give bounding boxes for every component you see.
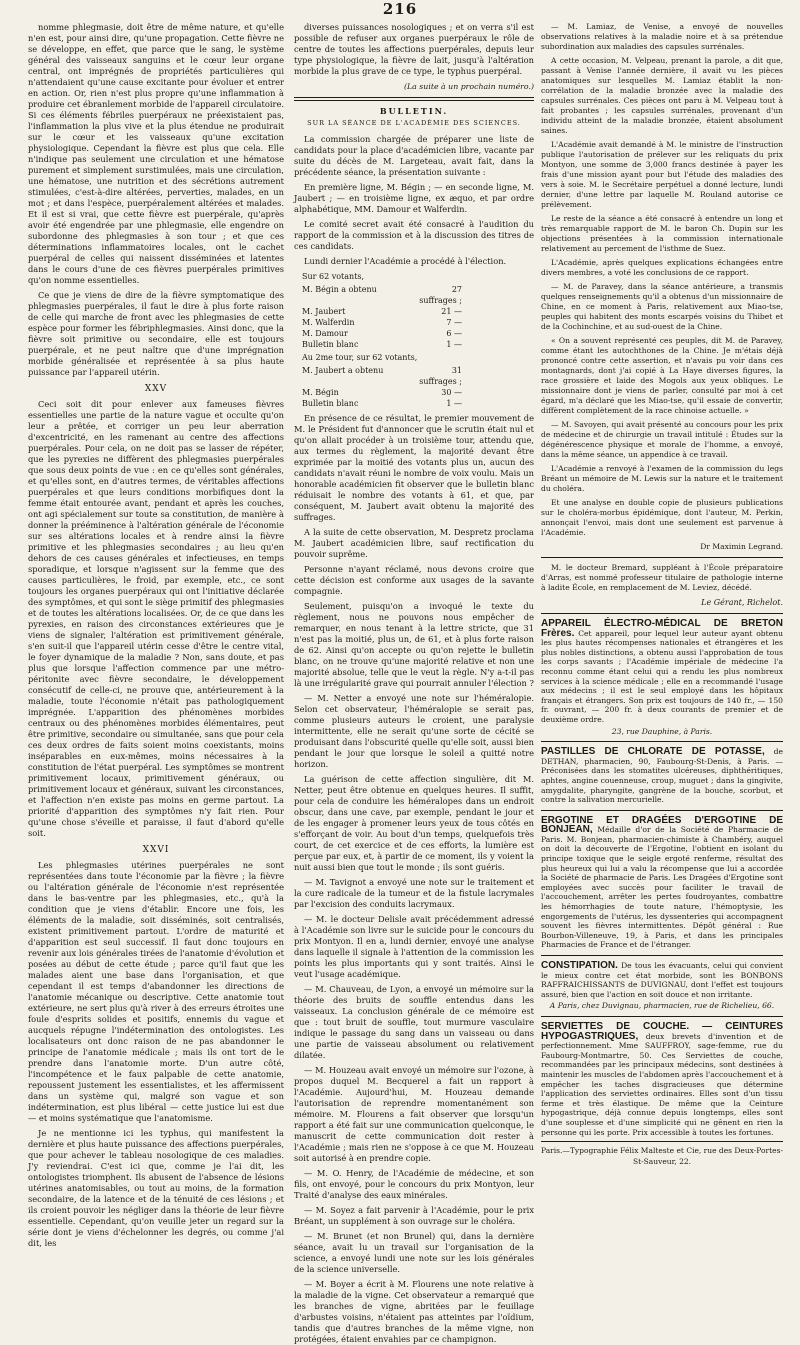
bulletin-subtitle: SUR LA SÉANCE DE L'ACADÉMIE DES SCIENCES. bbox=[307, 119, 521, 127]
ad-headline: SERVIETTES DE COUCHE. — CEINTURES HYPOGASTRIQUES, bbox=[541, 1020, 783, 1042]
paragraph: — M. de Paravey, dans la séance antérieure, a transmis quelques renseignements qu'il a obtenus d'un missionnaire de Chine, en ce moment à Paris, relativement aux Miao-tse, peuples qui habitent des monts escarpés voisins du Thibet et de la Cochinchine, et au sud-ouest de la Chine. bbox=[541, 282, 783, 331]
paragraph: nomme phlegmasie, doit être de même nature, et qu'elle n'en est, pour ainsi dire, qu'une propagation. Cette fièvre ne se développe, en effet, que parce que le sang, le système général des vaisseaux sanguins et le cœur leur organe central, ont imprégnés de propriétés particulières qui n'attendaient qu'une cause excitante pour évoluer et entrer en action. Or, rien n'est plus propre qu'une inflammation à produire cet ébranlement morbide de l'appareil circulatoire. Si ces éléments fébriles puerpéraux ne préexistaient pas, l'inflammation la plus vive et la plus étendue ne produirait sur le cœur et les vaisseaux qu'une excitation physiologique. Cependant la fièvre est plus que cela. Elle n'indique pas seulement une circulation et une hématose purement et simplement surstimulées, mais une circulation, une hématose, une nutrition et des sécrétions autrement stimulées, c'est-à-dire altérées, perverties, malades, en un mot ; et dans l'espèce, puerpéralement altérées et malades. Et il est si vrai, que cette fièvre est puerpérale, qu'après avoir été engendrée par une phlegmasie, elle engendre on subordonne des phlegmasies à son tour ; et que ces déterminations inflammatoires locales, ont le cachet puerpéral de celles qui naissent disséminées et latentes dans le cours d'une de ces fièvres puerpérales primitives qu'on nomme essentielles. bbox=[28, 22, 284, 285]
paragraph: — M. Tavignot a envoyé une note sur le traitement et la cure radicale de la tumeur et de la fistule lacrymales par l'excision des conduits lacrymaux. bbox=[294, 877, 534, 909]
candidate: M. Bégin a obtenu bbox=[302, 285, 377, 294]
vote-row bbox=[302, 317, 534, 328]
ad-address: 23, rue Dauphine, à Paris. bbox=[611, 726, 713, 736]
votes: 27 suffrages ; bbox=[419, 285, 462, 305]
ad-headline: APPAREIL ÉLECTRO-MÉDICAL DE BRETON Frères. bbox=[541, 618, 783, 639]
divider bbox=[541, 613, 783, 614]
advertisement bbox=[541, 816, 783, 956]
divider bbox=[541, 810, 783, 811]
candidate: Bulletin blanc bbox=[302, 340, 359, 349]
candidate: M. Bégin bbox=[302, 388, 339, 397]
candidate: M. Walferdin bbox=[302, 318, 355, 327]
column-left bbox=[28, 22, 284, 1248]
divider bbox=[541, 1016, 783, 1017]
paragraph: — M. Chauveau, de Lyon, a envoyé un mémoire sur la théorie des bruits de souffle entendus dans les vaisseaux. La conclusion générale de ce mémoire est que : tout bruit de souffle, tout murmure vasculaire indique le passage du sang dans un vaisseau ou dans une partie de vaisseau absolument ou relativement dilatée. bbox=[294, 984, 534, 1060]
paragraph: Les phlegmasies utérines puerpérales ne sont représentées dans toute l'économie par la fièvre ; la fièvre ou l'altération générale de l'économie n'est représentée dans le bas-ventre par les phlegmasies, etc., qu'à la condition que je viens d'établir. Encore une fois, les éléments de la maladie, soit disséminés, soit centralisés, existent primitivement partout. L'ordre de maturité et d'apparition est seul successif. Il faut donc toujours en revenir aux lois générales tirées de l'anatomie d'évolution et posées au début de cette étude ; parce qu'il faut que les malades aient une base dans l'organisation, et que cependant il est temps d'abandonner les directions de l'anatomie mécanique ou descriptive. Cette anatomie tout extérieure, ne sert plus qu'à river à des erreurs étroites une foule d'esprits solides et positifs, ennemis du vague et aucquels répugne l'indétermination des ontologistes. Les localisateurs ont donc raison de ne pas abandonner le principe de l'anatomie médicale ; mais ils ont tort de le prendre dans l'anatomie morte. D'un autre côté, l'incompétence et le faux palpable de cette anatomie, repoussent justement les essentialistes, et les affermissent dans un système qui, malgré son vague et son indétermination, est plus libéral — cette justice lui est due — et moins systématique que l'anatomisme. bbox=[28, 860, 284, 1123]
divider bbox=[294, 97, 534, 101]
paragraph: — M. Brunet (et non Brunel) qui, dans la dernière séance, avait lu un travail sur l'organisation de la science, a envoyé lundi une note sur les lois générales de la science universelle. bbox=[294, 1231, 534, 1274]
column-right bbox=[541, 22, 784, 1167]
paragraph: L'Académie avait demandé à M. le ministre de l'instruction publique l'autorisation de prélever sur les reliquats du prix Montyon, une somme de 3,000 francs destinée à payer les frais d'une mission ayant pour but l'étude des maladies des vers à soie. M. le Secrétaire perpétuel a donné lecture, lundi dernier, d'une lettre par laquelle M. Rouland autorise ce prélèvement. bbox=[541, 140, 783, 209]
paragraph: A la suite de cette observation, M. Despretz proclama M. Jaubert académicien libre, sauf rectification du pouvoir suprême. bbox=[294, 527, 534, 559]
author-signature: Dr Maximin Legrand. bbox=[700, 542, 783, 551]
paragraph: Lundi dernier l'Académie a procédé à l'élection. bbox=[304, 256, 507, 266]
paragraph: — M. le docteur Delisle avait précédemment adressé à l'Académie son livre sur le suicide pour le concours du prix Montyon. Il en a, lundi dernier, envoyé une analyse dans laquelle il signale à l'attention de la commission les points les plus importants qui y sont traités. Ainsi le veut l'usage académique. bbox=[294, 914, 534, 979]
ad-body: De tous les évacuants, celui qui convient le mieux contre cet état morbide, sont les BONBONS RAFFRAICHISSANTS de DUVIGNAU, dont l'effet est toujours assuré, bien que l'action en soit douce et non irritante. bbox=[541, 961, 784, 999]
bulletin-title: BULLETIN. bbox=[379, 106, 449, 116]
paragraph: — M. Savoyen, qui avait présenté au concours pour les prix de médecine et de chirurgie un travail intitulé : Études sur la dégénérescence physique et morale de l'homme, a envoyé, dans la même séance, un appendice à ce travail. bbox=[541, 420, 783, 459]
divider bbox=[541, 741, 783, 742]
votes: 30 — bbox=[441, 388, 462, 397]
ad-headline: CONSTIPATION. bbox=[541, 960, 618, 971]
vote-row bbox=[302, 284, 534, 306]
section-heading-xxv: XXV bbox=[144, 384, 168, 394]
paragraph: La commission chargée de préparer une liste de candidats pour la place d'académicien libre, vacante par suite du décès de M. Largeteau, avait fait, dans la précédente séance, la présentation suivante : bbox=[294, 134, 534, 177]
votes: 7 — bbox=[446, 318, 462, 327]
nomination-notice: M. le docteur Bremard, suppléant à l'École préparatoire d'Arras, est nommé professeur titulaire de pathologie interne à ladite École, en remplacement de M. Leviez, décédé. bbox=[541, 563, 783, 592]
ad-headline: ERGOTINE ET DRAGÉES D'ERGOTINE DE BONJEAN, bbox=[541, 814, 783, 836]
vote-row bbox=[302, 398, 534, 409]
paragraph: La guérison de cette affection singulière, dit M. Netter, peut être obtenue en quelques heures. Il suffit, pour cela de conduire les héméralopes dans un endroit obscur, dans une cave, par exemple, pendant le jour et de les engager à promener leurs yeux de tous côtés en s'efforçant de voir. Au bout d'un temps, quelquefois très court, de cet exercice et de ces efforts, la lumière est perçue par eux, et, à partir de ce moment, ils y voient la nuit aussi bien que tout le monde ; ils sont guéris. bbox=[294, 774, 534, 872]
votes: 21 — bbox=[441, 307, 462, 316]
paragraph: Je ne mentionne ici les typhus, qui manifestent la dernière et plus haute puissance des affections puerpérales, que pour achever le tableau nosologique de ces maladies. J'y reviendrai. C'est ici que, comme je l'ai dit, les ontologistes triomphent. Ils abusent de l'absence de lésions utérines anatomisables, ou tout au moins, de la formation secondaire, de la latence et de la ténuité de ces lésions ; et ils croient pouvoir les négliger dans la théorie de leur fièvre essentielle. Cependant, qu'on veuille jeter un regard sur la série dont je viens d'échelonner les degrés, ou comme j'ai dit, les bbox=[28, 1128, 284, 1248]
vote-row bbox=[302, 328, 534, 339]
paragraph: A cette occasion, M. Velpeau, prenant la parole, a dit que, passant à Venise l'année dernière, il avait vu les pièces anatomiques sur lesquelles M. Lamiaz établit la non-corrélation de la maladie bronzée avec la maladie des capsules surrénales. Ces pièces ont paru à M. Velpeau tout à fait probantes ; les capsules surrénales, provenant d'un individu atteint de la maladie bronzée, étaient absolument saines. bbox=[541, 56, 783, 135]
ad-body: deux brevets d'invention et de perfectionnement. Mme SAUFFROY, sage-femme, rue du Faubourg-Montmartre, 50. Ces Serviettes de couche, recommandées par les principaux médecins, sont destinées à maintenir les muscles de l'abdomen après l'accouchement et à empêcher les taches disgracieuses que détermine l'application des serviettes ordinaires. Elles sont d'un tissu ferme et très élastique. De même que la Ceinture hypogastrique, déjà connue depuis longtemps, elles sont d'une souplesse et d'une simplicité qui ne gênent en rien la personne qui les porte. Prix accessible à toutes les fortunes. bbox=[541, 1031, 783, 1137]
paragraph: Le reste de la séance a été consacré à entendre un long et très remarquable rapport de M. le baron Ch. Dupin sur les objections présentées à la commission internationale relativement au percement de l'isthme de Suez. bbox=[541, 214, 783, 253]
paragraph: — M. Houzeau avait envoyé un mémoire sur l'ozone, à propos duquel M. Becquerel a fait un rapport à l'Académie. Aujourd'hui, M. Houzeau demande l'autorisation de reprendre momentanément son mémoire. M. Flourens a fait observer que lorsqu'un rapport a été fait sur une communication quelconque, le manuscrit de cette communication doit rester à l'Académie ; mais rien ne s'oppose à ce que M. Houzeau soit autorisé à en prendre copie. bbox=[294, 1065, 534, 1163]
candidate: Bulletin blanc bbox=[302, 399, 359, 408]
paragraph: Ce que je viens de dire de la fièvre symptomatique des phlegmasies puerpérales, il faut le dire à plus forte raison de celle qui marche de front avec les phlegmasies de cette espèce pour former les fébriphlegmasies. Ainsi donc, que la fièvre soit primitive ou secondaire, elle est toujours puerpérale, et ne peut naître que d'une imprégnation morbide généralisée et représentée à sa plus haute puissance par l'appareil utérin. bbox=[28, 290, 284, 377]
paragraph: Le comité secret avait été consacré à l'audition du rapport de la commission et à la discussion des titres de ces candidats. bbox=[294, 219, 534, 251]
vote-row bbox=[302, 339, 534, 350]
manager-signature: Le Gérant, Richelot. bbox=[701, 598, 783, 607]
paragraph: Ceci soit dit pour enlever aux fameuses fièvres essentielles une partie de la nature vague et occulte qu'on leur a prêtée, et corriger un peu leur aberration d'excentricité, en les ramenant au centre des affections puerpérales. Pour cela, on ne doit pas se lasser de répéter, que les pyrexies ne diffèrent des phlegmasies puerpérales que sous deux points de vue : en ce qu'elles sont générales, et qu'elles sont, en d'autres termes, de véritables affections puerpérales et que leurs conditions morbifiques dont la femme était entourée avant, pendant et après les couches, ont agi spécialement sur toute sa constitution, de manière à donner la prééminence à l'altération générale de l'économie sur ses altérations locales et à rendre ainsi la fièvre primitive et les phlegmasies secondaires ; au lieu qu'en dehors de ces causes générales et infectieuses, en temps sporadique, et lorsque n'agissent sur la femme que des causes particulières, le froid, par exemple, etc., ce sont toujours les organes puerpéraux qui ont l'initiative déclarée des symptômes, et qui sont le siège primitif des phlegmasies et de toutes les altérations localisées. Or, de ce que dans les pyrexies, en raison des circonstances extérieures que je viens de signaler, l'altération est primitivement générale, s'en suit-il que l'appareil utérin cesse d'être le centre vital, le foyer dynamique de la maladie ? Non, sans doute, et pas plus que lorsque l'affection commence par une métro-péritonite avec fièvre secondaire, le développement consécutif de celle-ci, ne prouve que, antérieurement à la maladie, toute l'économie n'était pas pathologiquement imprégnée. L'apparition des phénomènes morbides centraux ou des phénomènes morbides élémentaires, peut être primitive, secondaire ou simultanée, sans que pour cela ces deux ordres de faits soient moins coexistants, moins inséparables en eux-mêmes, moins nécessaires à la constitution de l'état puerpéral. Les symptômes se montrent primitivement locaux, primitivement généraux, ou primitivement locaux et généraux, suivant les circonstances, et l'affection n'en existe pas moins en germe partout. La priorité d'apparition des symptômes n'y fait rien. Pour qu'une chose s'éveille et paraisse, il faut d'abord qu'elle soit. bbox=[28, 399, 284, 838]
paragraph: — M. Soyez a fait parvenir à l'Académie, pour le prix Bréant, un supplément à son ouvrage sur le choléra. bbox=[294, 1205, 534, 1226]
votes: 6 — bbox=[446, 329, 462, 338]
paragraph: En première ligne, M. Bégin ; — en seconde ligne, M. Jaubert ; — en troisième ligne, ex æquo, et par ordre alphabétique, MM. Damour et Walferdin. bbox=[294, 182, 534, 214]
vote-row bbox=[302, 306, 534, 317]
divider bbox=[541, 955, 783, 956]
continued-note: (La suite à un prochain numéro.) bbox=[403, 82, 534, 91]
voters-count: Sur 62 votants, bbox=[302, 272, 365, 281]
vote-row bbox=[302, 365, 534, 387]
advertisement bbox=[541, 747, 783, 811]
ad-body: de DETHAN, pharmacien, 90, Faubourg-St-Denis, à Paris. — Préconisées dans les stomatites ulcéreuses, diphthéritiques, aphtes, angine couenneuse, croup, muguet ; dans la gingivite, amygdalite, pharyngite, gangrène de la bouche, scorbut, et contre la salivation mercurielle. bbox=[541, 747, 783, 805]
section-heading-xxvi: XXVI bbox=[142, 845, 170, 855]
paragraph: Et une analyse en double copie de plusieurs publications sur le choléra-morbus épidémique, dont l'auteur, M. Perkin, annonçait l'envoi, mais dont une seulement est parvenue à l'Académie. bbox=[541, 498, 783, 537]
paragraph: Personne n'ayant réclamé, nous devons croire que cette décision est conforme aux usages de la savante compagnie. bbox=[294, 564, 534, 596]
paragraph: — M. Lamiaz, de Venise, a envoyé de nouvelles observations relatives à la maladie noire et à sa prétendue subordination aux maladies des capsules surrénales. bbox=[541, 22, 783, 51]
ad-body: Cet appareil, pour lequel leur auteur ayant obtenu les plus hautes récompenses nationales et étrangères et les plus nobles distinctions, a obtenu aussi l'approbation de tous les corps savants ; l'Académie impériale de médecine l'a reconnu comme étant celui qui a rendu les plus nombreux services à la science médicale ; elle en a recommandé l'usage aux médecins ; il est le seul employé dans les hôpitaux français et étrangers. Son prix est toujours de 140 fr., — 150 fr. ouvrant, — 200 fr. à deux courants de premier et de deuxième ordre. bbox=[541, 628, 783, 724]
votes: 1 — bbox=[446, 399, 462, 408]
paragraph: L'Académie, après quelques explications échangées entre divers membres, a voté les conclusions de ce rapport. bbox=[541, 258, 783, 277]
paragraph: En présence de ce résultat, le premier mouvement de M. le Président fut d'annoncer que le scrutin était nul et qu'on allait procéder à un troisième tour, attendu que, aux termes du règlement, la majorité devant être exprimée par la moitié des votants plus un, aucun des candidats n'avait réuni le nombre de voix voulu. Mais un honorable académicien fit observer que le bulletin blanc réduisait le nombre des votants à 61, et que, par conséquent, M. Jaubert avait obtenu la majorité des suffrages. bbox=[294, 413, 534, 522]
votes: 31 suffrages ; bbox=[419, 366, 462, 386]
round-2-label: Au 2me tour, sur 62 votants, bbox=[302, 353, 418, 362]
page-number: 216 bbox=[382, 0, 418, 18]
vote-row bbox=[302, 387, 534, 398]
divider bbox=[541, 557, 783, 558]
ad-body: Médaille d'or de la Société de Pharmacie de Paris. M. Bonjean, pharmacien-chimiste à Chambéry, auquel on doit la découverte de l'Ergotine, l'obtient en isolant du principe toxique que le seigle ergoté renferme, résultat des plus heureux qui lui a valu la récompense que lui a accordée la Société de pharmacie de Paris. Les Dragées d'Ergotine sont employées avec succès pour faciliter le travail de l'accouchement, arrêter les pertes foudroyantes, combattre les hémorrhagies de toute nature, l'hémoptysie, les engorgements de l'utérus, les dyssenteries qui accompagnent souvent les fièvres intermittentes. Dépôt général : Rue Bourbon-Villeneuve, 19, à Paris, et dans les principales Pharmacies de France et de l'étranger. bbox=[541, 825, 784, 950]
column-middle bbox=[294, 22, 534, 1344]
printer-imprint: Paris.—Typographie Félix Malteste et Cie, rue des Deux-Portes-St-Sauveur, 22. bbox=[541, 1141, 783, 1167]
vote-results-round-1 bbox=[302, 271, 534, 409]
advertisement bbox=[541, 961, 783, 1017]
paragraph: L'Académie a renvoyé à l'examen de la commission du legs Bréant un mémoire de M. Lewis sur la nature et le traitement du choléra. bbox=[541, 464, 783, 493]
paragraph: diverses puissances nosologiques ; et on verra s'il est possible de refuser aux organes puerpéraux le rôle de centre de toutes les affections puerpérales, depuis leur type physiologique, la fièvre de lait, jusqu'à l'altération morbide la plus grave de ce type, le typhus puerpéral. bbox=[294, 22, 534, 76]
candidate: M. Damour bbox=[302, 329, 348, 338]
advertisement bbox=[541, 619, 783, 742]
paragraph: — M. Netter a envoyé une note sur l'héméralopie. Selon cet observateur, l'héméralopie se serait pas, comme plusieurs auteurs le croient, une paralysie intermittente, elle ne serait qu'une sorte de cécité se produisant dans l'obscurité quelle qu'elle soit, aussi bien pendant le jour que lorsque le soleil a quitté notre horizon. bbox=[294, 693, 534, 769]
paragraph: « On a souvent représenté ces peuples, dit M. de Paravey, comme étant les autochthones de la Chine. Je m'étais déjà prononcé contre cette assertion, et n'avais pu voir dans ces montagnards, dont j'ai copié à La Haye diverses figures, la race grossière et laide des Mogols aux yeux obliques. Le missionnaire dont je viens de parler, consulté par moi à cet égard, m'a déclaré que les Miao-tse, qu'il essaie de convertir, diffèrent complètement de la race chinoise actuelle. » bbox=[541, 336, 783, 415]
paragraph: Seulement, puisqu'on a invoqué le texte du règlement, nous ne pouvons nous empêcher de remarquer, en nous tenant à la lettre stricte, que 31 n'est pas la moitié, plus un, de 61, et à plus forte raison de 62. Ainsi qu'on accepte ou qu'on rejette le bulletin blanc, on ne trouve qu'une majorité relative et non une majorité absolue, telle que le veut la règle. N'y a-t-il pas là une irrégularité grave qui pourrait annuler l'élection ? bbox=[294, 601, 534, 688]
advertisement bbox=[541, 1022, 783, 1137]
candidate: M. Jaubert bbox=[302, 307, 346, 316]
candidate: M. Jaubert a obtenu bbox=[302, 366, 384, 375]
votes: 1 — bbox=[446, 340, 462, 349]
ad-address: A Paris, chez Duvignau, pharmacien, rue de Richelieu, 66. bbox=[549, 1001, 775, 1011]
paragraph: — M. Boyer a écrit à M. Flourens une note relative à la maladie de la vigne. Cet observateur a remarqué que les branches de vigne, abritées par le feuillage d'arbustes voisins, n'étaient pas atteintes par l'oïdium, tandis que d'autres branches de la même vigne, non protégées, étaient envahies par ce champignon. bbox=[294, 1279, 534, 1344]
ad-headline: PASTILLES DE CHLORATE DE POTASSE, bbox=[541, 746, 765, 758]
paragraph: — M. O. Henry, de l'Académie de médecine, et son fils, ont envoyé, pour le concours du prix Montyon, leur Traité d'analyse des eaux minérales. bbox=[294, 1168, 534, 1200]
